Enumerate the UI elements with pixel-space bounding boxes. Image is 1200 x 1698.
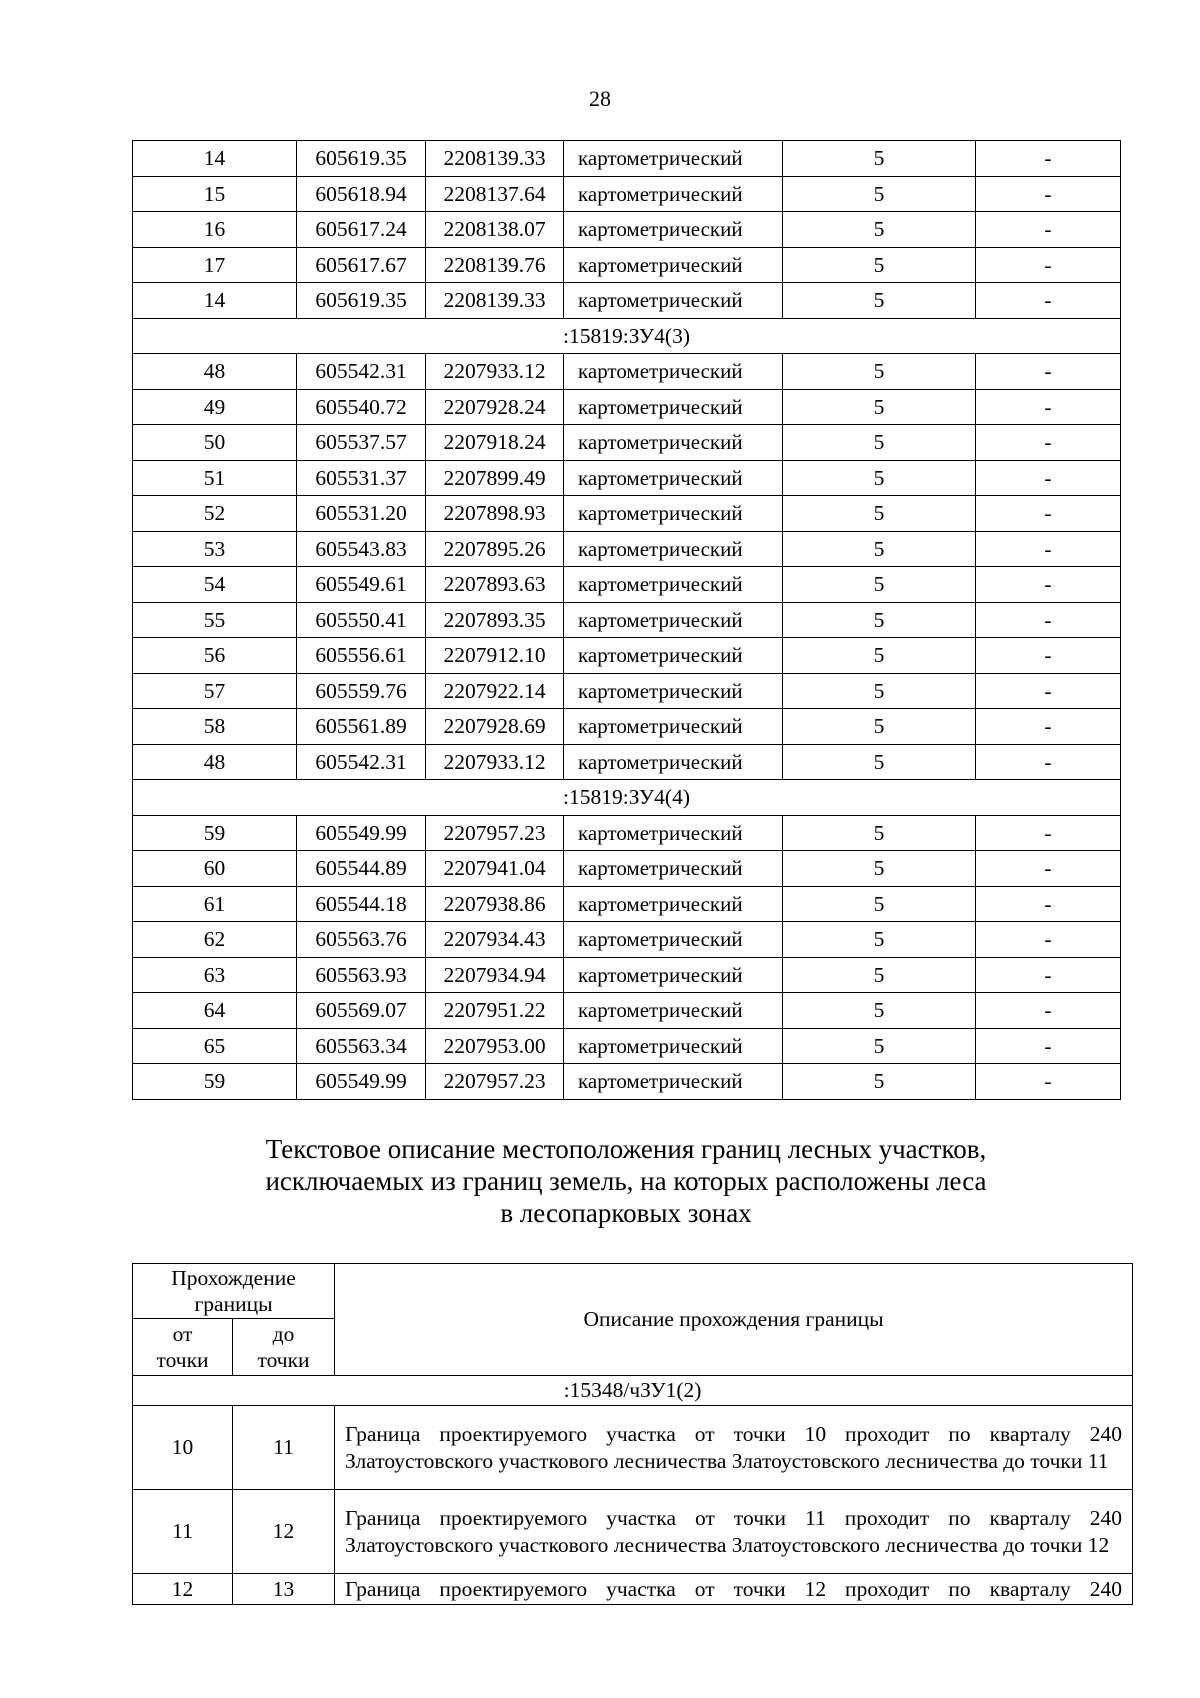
table-row [133,1064,1121,1100]
coord-y: 2207957.23 [426,815,564,851]
accuracy: 5 [783,354,976,390]
coord-y: 2207941.04 [426,851,564,887]
coord-x: 605543.83 [297,531,426,567]
table-header-row [133,1264,1133,1319]
accuracy: 5 [783,638,976,674]
coord-x: 605563.34 [297,1028,426,1064]
method: картометрический [564,354,783,390]
point-number: 61 [133,886,297,922]
method: картометрический [564,460,783,496]
note: - [976,212,1121,248]
method: картометрический [564,957,783,993]
coord-y: 2208139.76 [426,247,564,283]
accuracy: 5 [783,602,976,638]
accuracy: 5 [783,886,976,922]
table-row [133,744,1121,780]
coord-x: 605549.61 [297,567,426,603]
table-row [133,567,1121,603]
note: - [976,425,1121,461]
group-header-row [133,318,1121,354]
method: картометрический [564,531,783,567]
note: - [976,1028,1121,1064]
method: картометрический [564,247,783,283]
accuracy: 5 [783,283,976,319]
table-row [133,212,1121,248]
page-number: 28 [589,86,611,111]
section-title-line: в лесопарковых зонах [500,1198,752,1228]
group-label: :15819:ЗУ4(4) [133,780,1121,816]
method: картометрический [564,212,783,248]
note: - [976,922,1121,958]
accuracy: 5 [783,673,976,709]
accuracy: 5 [783,460,976,496]
table-row [133,1490,1133,1574]
accuracy: 5 [783,389,976,425]
note: - [976,283,1121,319]
point-number: 58 [133,709,297,745]
point-number: 65 [133,1028,297,1064]
table-row [133,354,1121,390]
to-point: 11 [233,1406,335,1490]
boundary-description-table [132,1263,1133,1605]
coord-y: 2208137.64 [426,176,564,212]
coord-y: 2207893.63 [426,567,564,603]
section-title-line: Текстовое описание местоположения границ лесных участков, [265,1134,987,1164]
coord-x: 605618.94 [297,176,426,212]
note: - [976,815,1121,851]
method: картометрический [564,709,783,745]
table-row [133,638,1121,674]
method: картометрический [564,176,783,212]
coord-x: 605531.20 [297,496,426,532]
accuracy: 5 [783,247,976,283]
accuracy: 5 [783,993,976,1029]
coord-x: 605550.41 [297,602,426,638]
coord-x: 605542.31 [297,354,426,390]
point-number: 53 [133,531,297,567]
coord-x: 605531.37 [297,460,426,496]
note: - [976,1064,1121,1100]
method: картометрический [564,744,783,780]
coord-x: 605563.76 [297,922,426,958]
table-row [133,531,1121,567]
header-passage: Прохождение границы [133,1264,335,1319]
coord-x: 605549.99 [297,1064,426,1100]
coord-y: 2207895.26 [426,531,564,567]
table-row [133,1574,1133,1605]
method: картометрический [564,389,783,425]
coord-y: 2207928.69 [426,709,564,745]
coord-y: 2207899.49 [426,460,564,496]
point-number: 64 [133,993,297,1029]
group-label: :15819:ЗУ4(3) [133,318,1121,354]
point-number: 62 [133,922,297,958]
coord-y: 2207953.00 [426,1028,564,1064]
method: картометрический [564,922,783,958]
accuracy: 5 [783,922,976,958]
accuracy: 5 [783,531,976,567]
coord-x: 605544.18 [297,886,426,922]
coord-y: 2207938.86 [426,886,564,922]
coord-x: 605559.76 [297,673,426,709]
to-point: 13 [233,1574,335,1605]
point-number: 54 [133,567,297,603]
table-row [133,1406,1133,1490]
accuracy: 5 [783,425,976,461]
coord-y: 2207957.23 [426,1064,564,1100]
coord-x: 605537.57 [297,425,426,461]
point-number: 59 [133,1064,297,1100]
note: - [976,354,1121,390]
method: картометрический [564,673,783,709]
coord-x: 605619.35 [297,283,426,319]
coord-y: 2207933.12 [426,744,564,780]
point-number: 15 [133,176,297,212]
table-row [133,673,1121,709]
accuracy: 5 [783,212,976,248]
coord-y: 2207934.94 [426,957,564,993]
table-row [133,141,1121,177]
to-point: 12 [233,1490,335,1574]
coordinates-table [132,140,1121,1100]
boundary-description: Граница проектируемого участка от точки 10 проходит по кварталу 240 Златоустовского участкового лесничества Златоустовского лесничества до точки 11 [335,1406,1133,1490]
section-title-line: исключаемых из границ земель, на которых расположены леса [265,1166,987,1196]
coord-y: 2208138.07 [426,212,564,248]
note: - [976,638,1121,674]
coord-x: 605617.67 [297,247,426,283]
point-number: 59 [133,815,297,851]
accuracy: 5 [783,815,976,851]
from-point: 10 [133,1406,233,1490]
section-title [132,1133,1120,1229]
header-description: Описание прохождения границы [335,1264,1133,1376]
note: - [976,176,1121,212]
table-row [133,425,1121,461]
point-number: 48 [133,744,297,780]
group-label: :15348/чЗУ1(2) [133,1376,1133,1406]
note: - [976,851,1121,887]
coord-y: 2207934.43 [426,922,564,958]
table-row [133,602,1121,638]
point-number: 14 [133,141,297,177]
coord-x: 605561.89 [297,709,426,745]
note: - [976,531,1121,567]
table-row [133,957,1121,993]
note: - [976,709,1121,745]
coord-y: 2207922.14 [426,673,564,709]
table-row [133,1028,1121,1064]
coord-x: 605544.89 [297,851,426,887]
note: - [976,673,1121,709]
accuracy: 5 [783,709,976,745]
note: - [976,957,1121,993]
note: - [976,247,1121,283]
table-row [133,389,1121,425]
note: - [976,744,1121,780]
from-point: 11 [133,1490,233,1574]
point-number: 55 [133,602,297,638]
table-row [133,176,1121,212]
coord-x: 605540.72 [297,389,426,425]
table-row [133,922,1121,958]
note: - [976,993,1121,1029]
coord-y: 2208139.33 [426,141,564,177]
table-row [133,815,1121,851]
table-row [133,283,1121,319]
accuracy: 5 [783,957,976,993]
table-row [133,851,1121,887]
method: картометрический [564,851,783,887]
method: картометрический [564,567,783,603]
coord-y: 2207951.22 [426,993,564,1029]
method: картометрический [564,886,783,922]
point-number: 14 [133,283,297,319]
header-to-point: до точки [233,1319,335,1376]
method: картометрический [564,638,783,674]
coord-y: 2207933.12 [426,354,564,390]
coord-y: 2207918.24 [426,425,564,461]
note: - [976,141,1121,177]
method: картометрический [564,283,783,319]
point-number: 52 [133,496,297,532]
point-number: 57 [133,673,297,709]
coord-x: 605563.93 [297,957,426,993]
point-number: 49 [133,389,297,425]
note: - [976,496,1121,532]
coord-x: 605619.35 [297,141,426,177]
point-number: 50 [133,425,297,461]
point-number: 17 [133,247,297,283]
note: - [976,389,1121,425]
note: - [976,460,1121,496]
group-header-row [133,780,1121,816]
coord-y: 2207898.93 [426,496,564,532]
coord-x: 605617.24 [297,212,426,248]
accuracy: 5 [783,851,976,887]
header-from-point: от точки [133,1319,233,1376]
method: картометрический [564,815,783,851]
group-header-row [133,1376,1133,1406]
method: картометрический [564,993,783,1029]
table-row [133,709,1121,745]
method: картометрический [564,141,783,177]
point-number: 60 [133,851,297,887]
from-point: 12 [133,1574,233,1605]
accuracy: 5 [783,496,976,532]
accuracy: 5 [783,744,976,780]
point-number: 16 [133,212,297,248]
coord-y: 2207912.10 [426,638,564,674]
note: - [976,567,1121,603]
coord-y: 2207893.35 [426,602,564,638]
note: - [976,602,1121,638]
boundary-description: Граница проектируемого участка от точки 12 проходит по кварталу 240 [335,1574,1133,1605]
coord-y: 2207928.24 [426,389,564,425]
table-row [133,993,1121,1029]
method: картометрический [564,425,783,461]
point-number: 51 [133,460,297,496]
accuracy: 5 [783,567,976,603]
accuracy: 5 [783,1028,976,1064]
method: картометрический [564,496,783,532]
table-row [133,460,1121,496]
table-row [133,886,1121,922]
point-number: 56 [133,638,297,674]
table-row [133,496,1121,532]
table-row [133,247,1121,283]
accuracy: 5 [783,141,976,177]
point-number: 48 [133,354,297,390]
note: - [976,886,1121,922]
method: картометрический [564,1028,783,1064]
method: картометрический [564,602,783,638]
coord-x: 605569.07 [297,993,426,1029]
boundary-description: Граница проектируемого участка от точки 11 проходит по кварталу 240 Златоустовского участкового лесничества Златоустовского лесничества до точки 12 [335,1490,1133,1574]
coord-x: 605549.99 [297,815,426,851]
point-number: 63 [133,957,297,993]
method: картометрический [564,1064,783,1100]
accuracy: 5 [783,176,976,212]
coord-x: 605542.31 [297,744,426,780]
coord-y: 2208139.33 [426,283,564,319]
accuracy: 5 [783,1064,976,1100]
coord-x: 605556.61 [297,638,426,674]
